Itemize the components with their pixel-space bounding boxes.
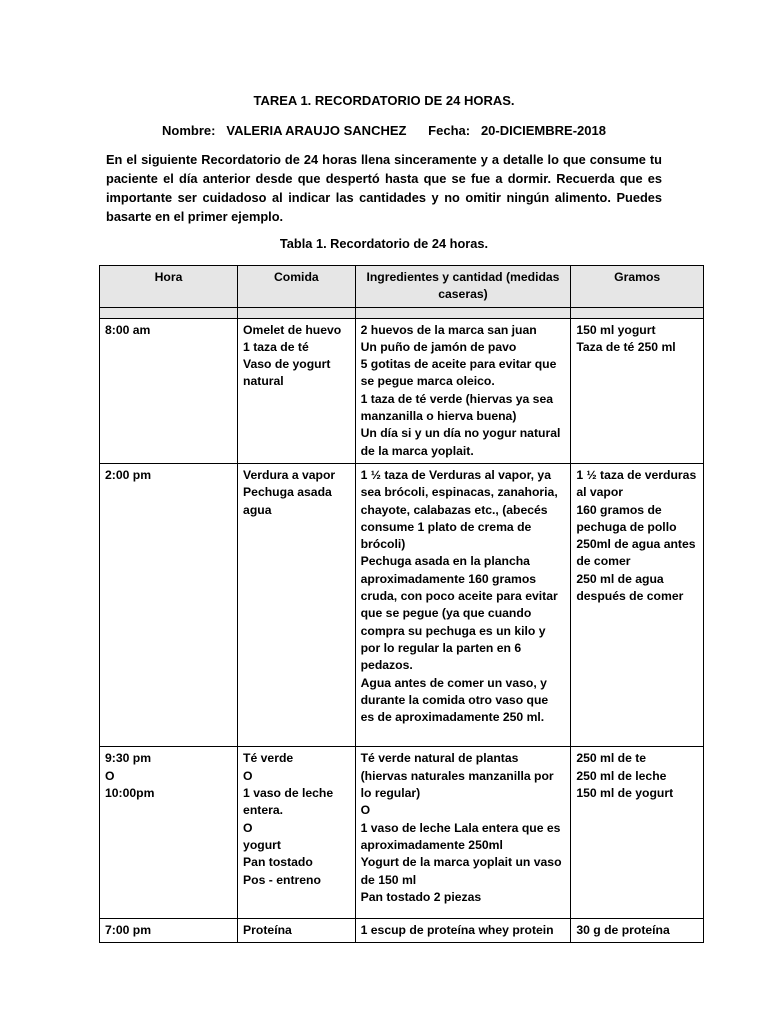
cell-line: Omelet de huevo: [243, 322, 342, 337]
cell-line: 8:00 am: [105, 322, 151, 337]
cell-line: Pan tostado 2 piezas: [360, 889, 482, 904]
table-row: [100, 318, 704, 463]
cell-line: de la marca yoplait.: [360, 443, 474, 458]
cell-line: O: [105, 768, 115, 783]
cell-line: 150 ml de yogurt: [576, 786, 674, 801]
cell-comida: [238, 919, 356, 943]
cell-line: 250 ml de leche: [576, 768, 667, 783]
cell-hora: [100, 463, 238, 746]
table-body: [100, 307, 704, 943]
header-comida: Comida: [238, 266, 356, 308]
header-gramos: Gramos: [571, 266, 704, 308]
header-ingredientes: Ingredientes y cantidad (medidas caseras): [355, 266, 571, 308]
cell-hora: [100, 919, 238, 943]
cell-line: de 150 ml: [360, 872, 417, 887]
cell-line: O: [360, 803, 371, 818]
cell-line: lo regular): [360, 786, 421, 801]
document-title: TAREA 1. RECORDATORIO DE 24 HORAS.: [253, 93, 515, 108]
cell-line: natural: [243, 374, 284, 389]
cell-line: 1 ½ taza de Verduras al vapor, ya: [360, 467, 551, 482]
cell-line: Pechuga asada: [243, 485, 332, 500]
table-row: [100, 747, 704, 919]
document-meta: [0, 123, 768, 138]
cell-line: 250ml de agua antes: [576, 537, 696, 552]
cell-line: O: [243, 768, 253, 783]
cell-line: compra su pechuga es un kilo y: [360, 623, 546, 638]
cell-line: después de comer: [576, 589, 684, 604]
cell-line: chayote, calabazas etc., (abecés: [360, 502, 548, 517]
cell-line: 1 ½ taza de verduras: [576, 467, 697, 482]
cell-line: de comer: [576, 554, 631, 569]
cell-line: entera.: [243, 803, 284, 818]
name-value: VALERIA ARAUJO SANCHEZ: [226, 123, 407, 138]
cell-line: durante la comida otro vaso que: [360, 692, 549, 707]
table-header-row: [100, 266, 704, 308]
cell-line: brócoli): [360, 537, 406, 552]
cell-line: 150 ml yogurt: [576, 322, 656, 337]
cell-line: 1 vaso de leche Lala entera que es: [360, 820, 561, 835]
cell-line: al vapor: [576, 485, 624, 500]
cell-ingredientes: [355, 919, 571, 943]
cell-line: se pegue marca oleico.: [360, 374, 495, 389]
cell-gramos: [571, 919, 704, 943]
date-label: Fecha:: [428, 123, 471, 138]
cell-line: 5 gotitas de aceite para evitar que: [360, 357, 557, 372]
cell-line: que se pegue (ya que cuando: [360, 606, 532, 621]
table-row: [100, 919, 704, 943]
intro-paragraph: En el siguiente Recordatorio de 24 horas llena sinceramente y a detalle lo que consume tu paciente el día anterior desde que despertó hasta que se fue a dormir. Recuerda que es importante ser cuidadoso al indicar las cantidades y no omitir ningún alimento. Puedes basarte en el primer ejemplo.: [106, 152, 662, 224]
cell-line: cruda, con poco aceite para evitar: [360, 589, 558, 604]
cell-line: Té verde: [243, 751, 294, 766]
cell-line: Agua antes de comer un vaso, y: [360, 675, 547, 690]
cell-gramos: [571, 318, 704, 463]
cell-line: Yogurt de la marca yoplait un vaso: [360, 855, 562, 870]
cell-line: sea brócoli, espinacas, zanahoria,: [360, 485, 558, 500]
cell-line: 160 gramos de: [576, 502, 662, 517]
cell-comida: [238, 463, 356, 746]
cell-gramos: [571, 463, 704, 746]
table-row: [100, 463, 704, 746]
cell-line: Proteína: [243, 923, 292, 938]
cell-line: consume 1 plato de crema de: [360, 519, 532, 534]
cell-line: 30 g de proteína: [576, 923, 670, 938]
table-caption: Tabla 1. Recordatorio de 24 horas.: [279, 236, 489, 251]
cell-line: 1 escup de proteína whey protein: [360, 923, 554, 938]
cell-line: 1 taza de té verde (hiervas ya sea: [360, 391, 554, 406]
cell-line: es de aproximadamente 250 ml.: [360, 710, 545, 725]
cell-hora: [100, 318, 238, 463]
cell-line: (hiervas naturales manzanilla por: [360, 768, 554, 783]
name-label: Nombre:: [162, 123, 216, 138]
cell-line: 1 vaso de leche: [243, 786, 334, 801]
cell-line: 1 taza de té: [243, 339, 309, 354]
cell-line: agua: [243, 502, 272, 517]
cell-line: Verdura a vapor: [243, 467, 336, 482]
cell-line: 2:00 pm: [105, 467, 152, 482]
cell-ingredientes: [355, 318, 571, 463]
cell-line: pechuga de pollo: [576, 519, 677, 534]
cell-line: 250 ml de agua: [576, 571, 664, 586]
cell-comida: [238, 747, 356, 919]
cell-line: 2 huevos de la marca san juan: [360, 322, 537, 337]
cell-line: por lo regular la parten en 6: [360, 640, 522, 655]
cell-line: Pechuga asada en la plancha: [360, 554, 530, 569]
cell-line: O: [243, 820, 253, 835]
cell-line: manzanilla o hierva buena): [360, 409, 517, 424]
cell-gramos: [571, 747, 704, 919]
cell-line: Un día si y un día no yogur natural: [360, 426, 561, 441]
cell-ingredientes: [355, 463, 571, 746]
cell-line: 250 ml de te: [576, 751, 647, 766]
cell-line: 9:30 pm: [105, 751, 152, 766]
cell-line: Taza de té 250 ml: [576, 339, 676, 354]
cell-comida: [238, 318, 356, 463]
cell-line: yogurt: [243, 837, 281, 852]
date-value: 20-DICIEMBRE-2018: [480, 123, 606, 138]
cell-line: Vaso de yogurt: [243, 357, 331, 372]
cell-line: Té verde natural de plantas: [360, 751, 519, 766]
header-hora: Hora: [100, 266, 238, 308]
table-spacer-row: [100, 307, 704, 318]
cell-line: aproximadamente 160 gramos: [360, 571, 537, 586]
recall-table: [99, 265, 704, 943]
cell-ingredientes: [355, 747, 571, 919]
cell-line: Pos - entreno: [243, 872, 321, 887]
cell-line: Pan tostado: [243, 855, 313, 870]
cell-line: Un puño de jamón de pavo: [360, 339, 517, 354]
cell-line: pedazos.: [360, 658, 413, 673]
cell-line: aproximadamente 250ml: [360, 837, 503, 852]
cell-hora: [100, 747, 238, 919]
cell-line: 7:00 pm: [105, 923, 152, 938]
cell-line: 10:00pm: [105, 786, 155, 801]
